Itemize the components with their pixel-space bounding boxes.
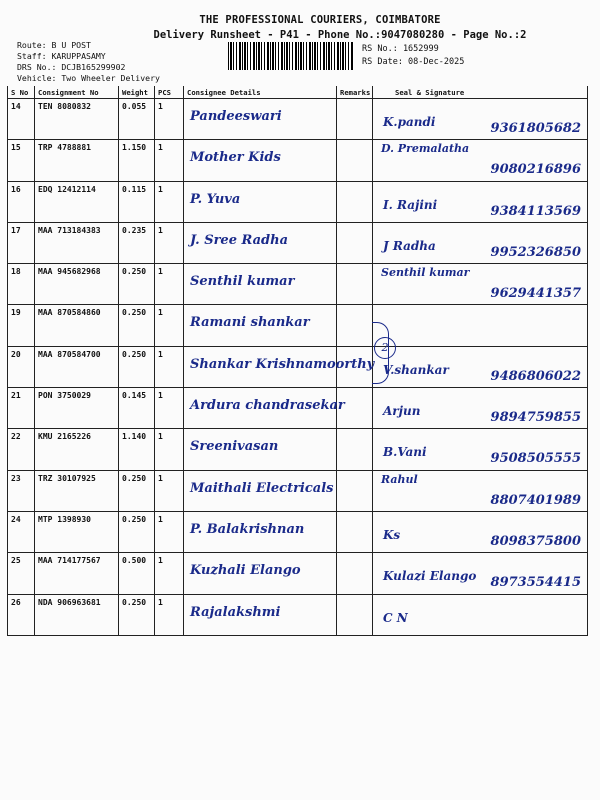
signature-cell [373, 305, 588, 346]
pcs-cell: 1 [155, 346, 184, 387]
signature-name: Rahul [381, 472, 418, 486]
weight-cell: 0.250 [119, 264, 155, 305]
signature-phone: 9952326850 [490, 244, 581, 260]
consignment-cell: NDA 906963681 [35, 594, 119, 635]
remarks-cell [337, 346, 373, 387]
consignment-cell: MTP 1398930 [35, 511, 119, 552]
consignee-cell [184, 594, 337, 635]
signature-phone: 8973554415 [490, 575, 581, 591]
signature-phone: 9080216896 [490, 162, 581, 178]
table-row [8, 553, 588, 594]
signature-name: Ks [383, 527, 401, 542]
sno-cell: 25 [8, 553, 35, 594]
consignment-cell: TRP 4788881 [35, 140, 119, 181]
consignee-cell [184, 346, 375, 387]
weight-cell: 0.250 [119, 346, 155, 387]
table-row [8, 346, 588, 387]
drs-line [17, 62, 125, 72]
signature-cell [373, 222, 588, 263]
signature-name: J Radha [383, 238, 436, 253]
signature-name: V.shankar [383, 362, 449, 377]
signature-phone: 9894759855 [490, 410, 581, 426]
remarks-cell [337, 99, 373, 140]
remarks-cell [337, 222, 373, 263]
signature-cell [373, 553, 588, 594]
remarks-cell [337, 470, 373, 511]
col-header-consignment: Consignment No [35, 86, 119, 99]
sno-cell: 21 [8, 388, 35, 429]
weight-cell: 0.250 [119, 511, 155, 552]
weight-cell: 0.235 [119, 222, 155, 263]
pcs-cell: 1 [155, 553, 184, 594]
signature-name: D. Premalatha [381, 142, 470, 156]
consignee-handwritten: Ramani shankar [190, 315, 310, 331]
signature-cell [373, 511, 588, 552]
col-header-signature: Seal & Signature [373, 86, 588, 99]
consignee-cell [184, 388, 345, 429]
signature-name: Senthil kumar [381, 266, 470, 280]
col-header-remarks: Remarks [337, 86, 373, 99]
weight-cell: 1.150 [119, 140, 155, 181]
signature-name: Kulazi Elango [383, 569, 477, 584]
consignment-cell: TEN 8080832 [35, 99, 119, 140]
sno-cell: 16 [8, 181, 35, 222]
consignee-cell [184, 181, 337, 222]
remarks-cell [337, 553, 373, 594]
signature-name: Arjun [383, 404, 421, 419]
weight-cell: 0.250 [119, 594, 155, 635]
table-row [8, 222, 588, 263]
table-row [8, 594, 588, 635]
weight-cell: 1.140 [119, 429, 155, 470]
signature-name: I. Rajini [383, 197, 438, 212]
col-header-consignee: Consignee Details [184, 86, 337, 99]
sno-cell: 20 [8, 346, 35, 387]
signature-phone: 9486806022 [490, 368, 581, 384]
consignee-cell [184, 305, 337, 346]
consignee-cell [184, 140, 337, 181]
table-row [8, 99, 588, 140]
table-row [8, 470, 588, 511]
sno-cell: 24 [8, 511, 35, 552]
consignment-cell: PON 3750029 [35, 388, 119, 429]
consignee-cell [184, 222, 337, 263]
runsheet-table [7, 86, 588, 636]
staff-text: Staff: KARUPPASAMY [17, 51, 106, 61]
signature-name: K.pandi [383, 115, 436, 129]
runsheet-subtitle: Delivery Runsheet - P41 - Phone No.:9047080280 - Page No.:2 [153, 29, 527, 41]
signature-phone: 9508505555 [490, 451, 581, 467]
consignment-cell: TRZ 30107925 [35, 470, 119, 511]
pcs-cell: 1 [155, 222, 184, 263]
consignee-cell [184, 264, 337, 305]
consignee-cell [184, 99, 337, 140]
signature-name: C N [383, 610, 408, 625]
sno-cell: 26 [8, 594, 35, 635]
consignee-handwritten: P. Balakrishnan [190, 521, 305, 537]
table-header-row [8, 86, 588, 99]
pcs-cell: 1 [155, 511, 184, 552]
consignee-handwritten: Maithali Electricals [190, 480, 334, 496]
pcs-cell: 1 [155, 181, 184, 222]
signature-phone: 9361805682 [490, 121, 581, 136]
consignment-cell: MAA 713184383 [35, 222, 119, 263]
drs-label: DRS No.: [17, 62, 57, 72]
signature-phone: 9629441357 [490, 286, 581, 302]
consignee-handwritten: Kuzhali Elango [190, 563, 301, 579]
barcode-image [228, 42, 354, 70]
table-row [8, 305, 588, 346]
consignee-cell [184, 511, 337, 552]
signature-name: B.Vani [383, 445, 427, 460]
table-row [8, 511, 588, 552]
weight-cell: 0.055 [119, 99, 155, 140]
table-row [8, 388, 588, 429]
company-title: THE PROFESSIONAL COURIERS, COIMBATORE [199, 14, 441, 26]
pcs-cell: 1 [155, 594, 184, 635]
signature-cell [373, 264, 588, 305]
weight-cell: 0.500 [119, 553, 155, 594]
pcs-cell: 1 [155, 429, 184, 470]
remarks-cell [337, 305, 373, 346]
consignee-cell [184, 553, 337, 594]
consignee-handwritten: Sreenivasan [190, 439, 279, 455]
remarks-cell [337, 388, 373, 429]
consignment-cell: EDQ 12412114 [35, 181, 119, 222]
sno-cell: 15 [8, 140, 35, 181]
consignment-cell: MAA 870584860 [35, 305, 119, 346]
pcs-cell: 1 [155, 305, 184, 346]
remarks-cell [337, 429, 373, 470]
rs-number: RS No.: 1652999 [362, 44, 439, 54]
circled-mark: 2 [374, 337, 396, 359]
consignment-cell: MAA 714177567 [35, 553, 119, 594]
sno-cell: 17 [8, 222, 35, 263]
consignee-handwritten: P. Yuva [190, 191, 241, 207]
pcs-cell: 1 [155, 388, 184, 429]
weight-cell: 0.250 [119, 470, 155, 511]
consignee-handwritten: Pandeeswari [190, 109, 282, 124]
consignee-handwritten: Mother Kids [190, 150, 281, 166]
sno-cell: 18 [8, 264, 35, 305]
rs-date: RS Date: 08-Dec-2025 [362, 57, 465, 67]
consignment-cell: MAA 870584700 [35, 346, 119, 387]
remarks-cell [337, 140, 373, 181]
signature-cell [373, 388, 588, 429]
remarks-cell [337, 181, 373, 222]
signature-phone: 8807401989 [490, 492, 581, 508]
consignment-cell: KMU 2165226 [35, 429, 119, 470]
signature-phone: 9384113569 [490, 203, 581, 219]
vehicle-text: Vehicle: Two Wheeler Delivery [17, 73, 160, 83]
route-text: Route: B U POST [17, 40, 91, 50]
pcs-cell: 1 [155, 470, 184, 511]
table-row [8, 429, 588, 470]
table-row [8, 264, 588, 305]
signature-cell [373, 140, 588, 181]
table-row [8, 181, 588, 222]
consignee-cell [184, 470, 337, 511]
pcs-cell: 1 [155, 140, 184, 181]
drs-number: DCJB165299902 [61, 62, 126, 72]
signature-cell [373, 594, 588, 635]
consignee-handwritten: Shankar Krishnamoorthy [190, 356, 375, 372]
sno-cell: 19 [8, 305, 35, 346]
remarks-cell [337, 511, 373, 552]
sno-cell: 14 [8, 99, 35, 140]
consignee-cell [184, 429, 337, 470]
col-header-weight: Weight [119, 86, 155, 99]
signature-phone: 8098375800 [490, 533, 581, 549]
remarks-cell [337, 264, 373, 305]
weight-cell: 0.115 [119, 181, 155, 222]
pcs-cell: 1 [155, 264, 184, 305]
signature-cell [373, 429, 588, 470]
consignee-handwritten: Senthil kumar [190, 274, 295, 290]
col-header-sno: S No [8, 86, 35, 99]
pcs-cell: 1 [155, 99, 184, 140]
signature-cell [373, 346, 588, 387]
weight-cell: 0.250 [119, 305, 155, 346]
remarks-cell [337, 594, 373, 635]
signature-cell [373, 99, 588, 140]
consignee-handwritten: Rajalakshmi [190, 604, 281, 620]
consignee-handwritten: Ardura chandrasekar [190, 398, 345, 414]
sno-cell: 22 [8, 429, 35, 470]
col-header-pcs: PCS [155, 86, 184, 99]
consignment-cell: MAA 945682968 [35, 264, 119, 305]
consignee-handwritten: J. Sree Radha [190, 232, 288, 248]
signature-cell [373, 470, 588, 511]
table-row [8, 140, 588, 181]
signature-cell [373, 181, 588, 222]
weight-cell: 0.145 [119, 388, 155, 429]
sno-cell: 23 [8, 470, 35, 511]
